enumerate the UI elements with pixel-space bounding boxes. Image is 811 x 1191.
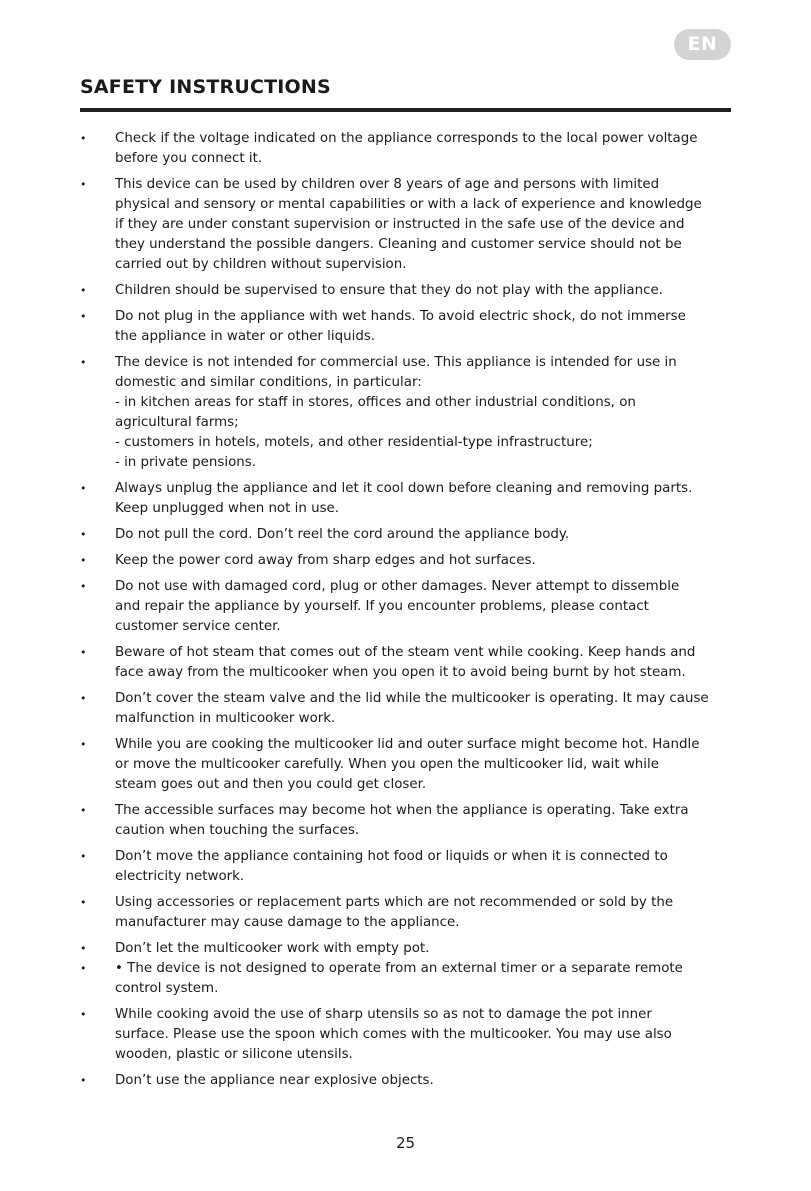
instruction-item (80, 1071, 732, 1091)
bullet-icon: • (80, 804, 87, 817)
instruction-item (80, 689, 732, 729)
language-badge: EN (674, 29, 731, 60)
instruction-item (80, 893, 732, 933)
instruction-text-line: they understand the possible dangers. Cleaning and customer service should not be (115, 237, 682, 252)
bullet-icon: • (80, 178, 87, 191)
instruction-text-line: and repair the appliance by yourself. If you encounter problems, please contact (115, 599, 649, 614)
instruction-item (80, 551, 732, 571)
instruction-text-line: the appliance in water or other liquids. (115, 329, 376, 344)
bullet-icon: • (80, 850, 87, 863)
instruction-item (80, 525, 732, 545)
instruction-text-line: caution when touching the surfaces. (115, 823, 360, 838)
instruction-text-line: malfunction in multicooker work. (115, 711, 336, 726)
instruction-item (80, 959, 732, 999)
instruction-text-line: agricultural farms; (115, 415, 239, 430)
instruction-text-line: - in kitchen areas for staff in stores, offices and other industrial conditions, on (115, 395, 636, 410)
instruction-text-line: Keep unplugged when not in use. (115, 501, 340, 516)
instruction-text-line: Check if the voltage indicated on the appliance corresponds to the local power voltage (115, 131, 698, 146)
instruction-text-line: Always unplug the appliance and let it cool down before cleaning and removing parts. (115, 481, 693, 496)
bullet-icon: • (80, 962, 87, 975)
instruction-text-line: if they are under constant supervision or instructed in the safe use of the device and (115, 217, 685, 232)
instruction-text-line: Do not use with damaged cord, plug or other damages. Never attempt to dissemble (115, 579, 680, 594)
instruction-item (80, 479, 732, 519)
instruction-text-line: physical and sensory or mental capabilities or with a lack of experience and knowledge (115, 197, 702, 212)
title-divider (80, 108, 731, 112)
instruction-item (80, 939, 732, 959)
bullet-icon: • (80, 310, 87, 323)
instruction-item (80, 735, 732, 795)
instruction-text-line: While you are cooking the multicooker lid and outer surface might become hot. Handle (115, 737, 700, 752)
instruction-text-line: wooden, plastic or silicone utensils. (115, 1047, 353, 1062)
instruction-text-line: The device is not intended for commercial use. This appliance is intended for use in (115, 355, 677, 370)
page-title: SAFETY INSTRUCTIONS (80, 76, 331, 98)
instruction-text-line: before you connect it. (115, 151, 263, 166)
instruction-text-line: electricity network. (115, 869, 245, 884)
instruction-text-line: Do not plug in the appliance with wet hands. To avoid electric shock, do not immerse (115, 309, 686, 324)
instruction-text-line: The accessible surfaces may become hot when the appliance is operating. Take extra (115, 803, 689, 818)
instruction-item (80, 801, 732, 841)
instruction-item (80, 175, 732, 275)
instruction-text-line: customer service center. (115, 619, 281, 634)
instruction-text-line: Don’t cover the steam valve and the lid while the multicooker is operating. It may cause (115, 691, 709, 706)
instruction-item (80, 353, 732, 473)
instruction-text-line: steam goes out and then you could get closer. (115, 777, 427, 792)
instruction-item (80, 643, 732, 683)
instruction-text-line: domestic and similar conditions, in particular: (115, 375, 422, 390)
bullet-icon: • (80, 580, 87, 593)
bullet-icon: • (80, 132, 87, 145)
instruction-text-line: surface. Please use the spoon which comes with the multicooker. You may use also (115, 1027, 672, 1042)
instruction-text-line: Using accessories or replacement parts which are not recommended or sold by the (115, 895, 674, 910)
instruction-text-line: • The device is not designed to operate from an external timer or a separate remote (115, 961, 683, 976)
bullet-icon: • (80, 896, 87, 909)
instruction-text-line: - in private pensions. (115, 455, 256, 470)
bullet-icon: • (80, 482, 87, 495)
instruction-text-line: Don’t use the appliance near explosive objects. (115, 1073, 434, 1088)
bullet-icon: • (80, 942, 87, 955)
bullet-icon: • (80, 528, 87, 541)
bullet-icon: • (80, 738, 87, 751)
instruction-text-line: Don’t let the multicooker work with empty pot. (115, 941, 430, 956)
safety-instructions-list (80, 129, 732, 1097)
instruction-item (80, 577, 732, 637)
instruction-text-line: or move the multicooker carefully. When you open the multicooker lid, wait while (115, 757, 659, 772)
instruction-item (80, 281, 732, 301)
instruction-text-line: While cooking avoid the use of sharp utensils so as not to damage the pot inner (115, 1007, 652, 1022)
instruction-item (80, 1005, 732, 1065)
page-number: 25 (395, 1134, 416, 1152)
bullet-icon: • (80, 692, 87, 705)
instruction-text-line: - customers in hotels, motels, and other residential-type infrastructure; (115, 435, 593, 450)
instruction-text-line: face away from the multicooker when you open it to avoid being burnt by hot steam. (115, 665, 686, 680)
instruction-text-line: control system. (115, 981, 219, 996)
instruction-item (80, 129, 732, 169)
instruction-text-line: Do not pull the cord. Don’t reel the cord around the appliance body. (115, 527, 570, 542)
bullet-icon: • (80, 646, 87, 659)
instruction-text-line: carried out by children without supervision. (115, 257, 407, 272)
instruction-text-line: Don’t move the appliance containing hot food or liquids or when it is connected to (115, 849, 668, 864)
instruction-text-line: This device can be used by children over 8 years of age and persons with limited (115, 177, 660, 192)
instruction-text-line: manufacturer may cause damage to the appliance. (115, 915, 460, 930)
bullet-icon: • (80, 1074, 87, 1087)
instruction-text-line: Children should be supervised to ensure that they do not play with the appliance. (115, 283, 663, 298)
instruction-text-line: Keep the power cord away from sharp edges and hot surfaces. (115, 553, 536, 568)
instruction-text-line: Beware of hot steam that comes out of the steam vent while cooking. Keep hands and (115, 645, 696, 660)
instruction-item (80, 307, 732, 347)
bullet-icon: • (80, 356, 87, 369)
bullet-icon: • (80, 554, 87, 567)
instruction-item (80, 847, 732, 887)
bullet-icon: • (80, 1008, 87, 1021)
bullet-icon: • (80, 284, 87, 297)
